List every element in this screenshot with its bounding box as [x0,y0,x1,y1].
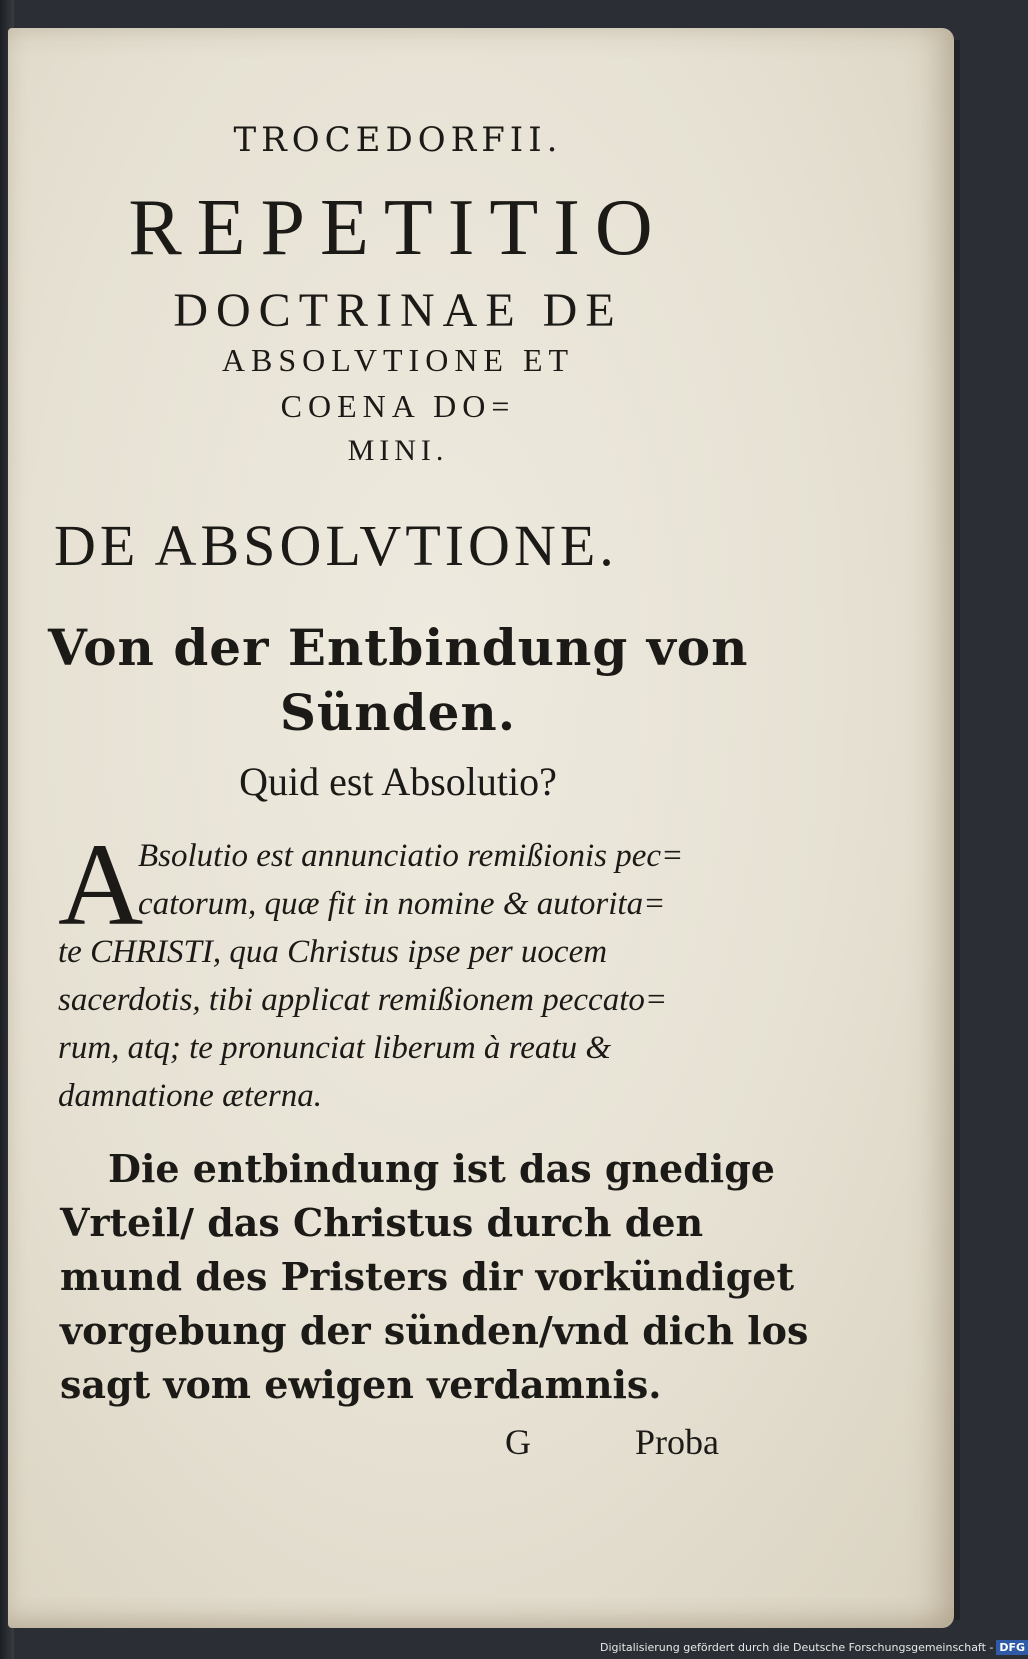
latin-line-4: sacerdotis, tibi applicat remißionem peccato= [58,982,668,1018]
latin-line-3: te CHRISTI, qua Christus ipse per uocem [58,934,608,970]
latin-line-5: rum, atq; te pronunciat liberum à reatu & [58,1030,612,1066]
german-line-2: Vrteil/ das Christus durch den [60,1200,704,1245]
german-line-4: vorgebung der sünden/vnd dich los [60,1308,809,1353]
digitization-footer [600,1637,1026,1659]
catchword: Proba [635,1422,719,1462]
title-line-3: ABSOLVTIONE ET [221,342,575,378]
question-heading: Quid est Absolutio? [239,759,557,804]
title-line-2: DOCTRINAE DE [173,284,623,337]
signature-mark: G [505,1422,531,1462]
section-heading: DE ABSOLVTIONE. [54,513,618,578]
german-heading-line-1: Von der Entbindung von [48,618,749,677]
german-line-5: sagt vom ewigen verdamnis. [60,1362,662,1407]
german-line-3: mund des Pristers dir vorkündiget [60,1254,795,1299]
title-line-4: COENA DO= [280,388,516,424]
dfg-logo-badge: DFG [996,1640,1028,1655]
title-line-1: REPETITIO [128,184,668,272]
footer-text: Digitalisierung gefördert durch die Deutsche Forschungsgemeinschaft - [600,1641,994,1654]
german-line-1: Die entbindung ist das gnedige [108,1146,775,1191]
latin-line-6: damnatione æterna. [58,1078,322,1114]
german-heading-line-2: Sünden. [279,683,517,742]
book-page [8,28,954,1628]
drop-cap: A [58,819,144,950]
running-head: TROCEDORFII. [233,120,563,160]
latin-line-1: Bsolutio est annunciatio remißionis pec= [138,838,684,874]
title-line-5: MINI. [347,434,449,467]
latin-line-2: catorum, quæ fit in nomine & autorita= [138,886,666,922]
